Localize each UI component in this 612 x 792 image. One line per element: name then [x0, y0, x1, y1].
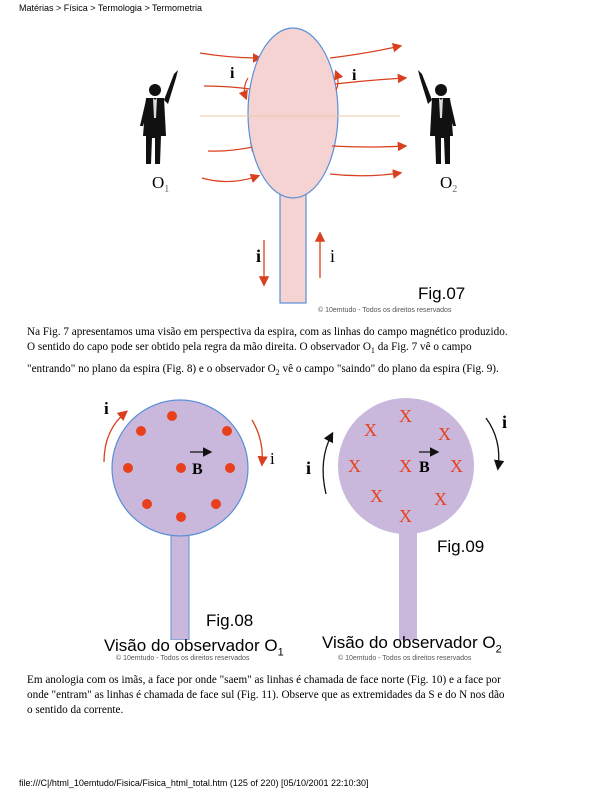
field-dot [222, 426, 232, 436]
disc-stem [399, 525, 417, 640]
field-dot [136, 426, 146, 436]
fig07-copyright: © 10emtudo - Todos os direitos reservados [318, 307, 452, 314]
field-dot [176, 512, 186, 522]
current-label: i [256, 246, 262, 266]
current-arrow-right [252, 420, 262, 464]
field-symbol: B [192, 461, 203, 478]
paragraph-2-line-2: onde "entram" as linhas é chamada de face sul (Fig. 11). Observe que as extremidades da S e do N nos dão [27, 689, 505, 701]
field-cross: X [399, 506, 412, 526]
paragraph-1 [27, 325, 597, 380]
breadcrumb [19, 3, 202, 13]
fig09-label: Fig.09 [437, 537, 485, 556]
fig09-copyright: © 10emtudo - Todos os direitos reservados [338, 655, 472, 662]
paragraph-2-line-3: o sentido da corrente. [27, 704, 124, 716]
field-cross: X [370, 486, 383, 506]
field-cross: X [450, 456, 463, 476]
field-dot [142, 499, 152, 509]
field-dot [211, 499, 221, 509]
fig08-caption: Visão do observador $O_1$ [104, 636, 284, 659]
paragraph-2 [27, 673, 597, 718]
loop-stem [280, 188, 306, 303]
disc-stem [171, 525, 189, 640]
current-arrow-right [486, 418, 499, 468]
figure-09 [300, 390, 540, 640]
paragraph-1-line-2: O sentido do capo pode ser obtido pela regra da mão direita. O observador $O_1$ da Fig. 7 vê o campo [27, 341, 472, 356]
field-cross: X [348, 456, 361, 476]
current-label: i [270, 449, 275, 468]
current-label: i [306, 458, 312, 478]
paragraph-2-line-1: Em anologia com os imãs, a face por onde "saem" as linhas é chamada de face norte (Fig. 10) e a face por [27, 674, 501, 686]
paragraph-1-line-1: Na Fig. 7 apresentamos uma visão em perspectiva da espira, com as linhas do campo magnético produzido. [27, 326, 508, 338]
breadcrumb-item-materias[interactable]: Matérias [19, 3, 54, 13]
field-cross: X [399, 406, 412, 426]
breadcrumb-separator: > [53, 3, 64, 13]
field-dot [225, 463, 235, 473]
breadcrumb-item-termometria: Termometria [152, 3, 203, 13]
figure-08 [92, 390, 297, 640]
current-loop [248, 28, 338, 198]
observer-1-label: $O_1$ [152, 173, 170, 195]
fig08-label: Fig.08 [206, 611, 254, 630]
field-symbol: B [419, 459, 430, 476]
field-cross: X [434, 489, 447, 509]
current-label: i [502, 412, 508, 432]
paragraph-1-line-3: "entrando" no plano da espira (Fig. 8) e o observador $O_2$ vê o campo "saindo" do plano da espira (Fig. 9). [27, 363, 499, 378]
field-dot [176, 463, 186, 473]
observer-2-label: $O_2$ [440, 173, 458, 195]
breadcrumb-item-termologia[interactable]: Termologia [97, 3, 142, 13]
figure-07 [130, 18, 480, 308]
field-dot [123, 463, 133, 473]
breadcrumb-item-fisica[interactable]: Física [63, 3, 88, 13]
field-cross: X [364, 420, 377, 440]
page-footer-url: file:///C|/html_10emtudo/Fisica/Fisica_html_total.htm (125 of 220) [05/10/2001 22:10:30] [19, 778, 369, 788]
breadcrumb-separator: > [87, 3, 98, 13]
field-lines-right [330, 46, 405, 176]
breadcrumb-separator: > [141, 3, 153, 13]
observer-1-figure [140, 70, 178, 164]
fig08-copyright: © 10emtudo - Todos os direitos reservados [116, 655, 250, 662]
current-label: i [230, 65, 235, 82]
current-label: i [104, 399, 109, 418]
field-cross: X [438, 424, 451, 444]
current-label: i [330, 246, 336, 266]
current-label: i [352, 67, 357, 84]
observer-2-figure [418, 70, 456, 164]
field-dot [167, 411, 177, 421]
fig07-label: Fig.07 [418, 284, 466, 303]
field-cross: X [399, 456, 412, 476]
fig09-caption: Visão do observador $O_2$ [322, 633, 502, 656]
current-arrow-left [323, 434, 332, 494]
